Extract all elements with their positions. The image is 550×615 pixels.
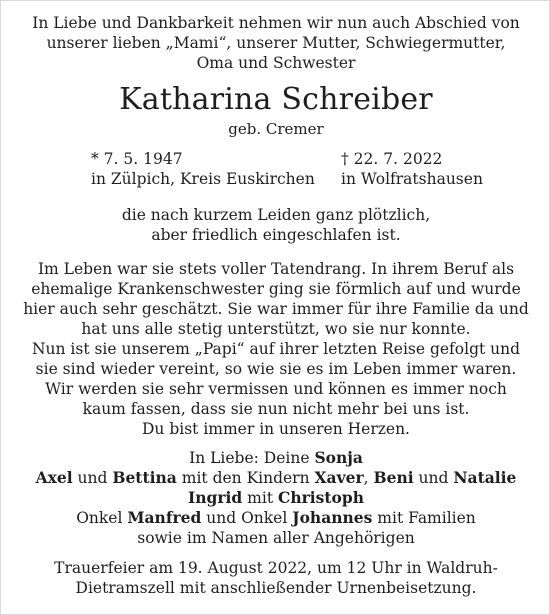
mourners-list (1, 448, 550, 548)
mourners-text: und (72, 469, 113, 487)
tribute-line: hier auch sehr geschätzt. Sie war immer für ihre Familie da und (23, 300, 529, 318)
intro-text (1, 13, 550, 73)
mourners-text: In Liebe: Deine (189, 449, 315, 467)
service-line: Dietramszell mit anschließender Urnenbeisetzung. (75, 579, 477, 597)
mourners-line (1, 468, 550, 488)
birth-date: * 7. 5. 1947 (91, 150, 183, 168)
tribute-line: kaum fassen, dass sie nun nicht mehr bei uns ist. (82, 400, 470, 418)
mourner-name: Bettina (112, 468, 177, 487)
mourner-name: Beni (373, 468, 414, 487)
death-date: † 22. 7. 2022 (341, 150, 443, 168)
tribute-line: ehemalige Krankenschwester ging sie förmlich auf und wurde (31, 280, 521, 298)
tribute-line: Im Leben war sie stets voller Tatendrang. In ihrem Beruf als (37, 260, 515, 278)
mourner-name: Sonja (314, 448, 363, 467)
passing-line: die nach kurzem Leiden ganz plötzlich, (121, 206, 431, 224)
passing-line: aber friedlich eingeschlafen ist. (151, 226, 401, 244)
mourners-line (1, 448, 550, 468)
mourner-name: Christoph (278, 488, 364, 507)
tribute-line: Nun ist sie unserem „Papi“ auf ihrer letzten Reise gefolgt und (31, 340, 521, 358)
mourners-text: mit Familien (372, 509, 476, 527)
birth-place: in Zülpich, Kreis Euskirchen (91, 170, 315, 188)
maiden-name: geb. Cremer (228, 120, 324, 138)
mourners-line: sowie im Namen aller Angehörigen (137, 529, 415, 547)
deceased-name: Katharina Schreiber (119, 82, 433, 117)
mourners-text: mit (242, 489, 278, 507)
mourner-name: Xaver (314, 468, 364, 487)
mourner-name: Axel (35, 468, 73, 487)
tribute-line: Wir werden sie sehr vermissen und können es immer noch (45, 380, 507, 398)
intro-line: unserer lieben „Mami“, unserer Mutter, Schwiegermutter, (46, 34, 506, 52)
mourner-name: Natalie (453, 468, 517, 487)
service-info (1, 558, 550, 598)
death-place: in Wolfratshausen (341, 170, 483, 188)
birth-info (91, 149, 315, 189)
mourners-line (1, 488, 550, 508)
intro-line: In Liebe und Dankbarkeit nehmen wir nun auch Abschied von (32, 14, 520, 32)
tribute-line: Du bist immer in unseren Herzen. (142, 420, 410, 438)
mourners-text: mit den Kindern (176, 469, 315, 487)
mourners-line (1, 508, 550, 528)
death-info (341, 149, 483, 189)
intro-line: Oma und Schwester (196, 54, 356, 72)
mourners-text: , (363, 469, 374, 487)
passing-text (1, 205, 550, 245)
mourners-text: Onkel (76, 509, 128, 527)
mourner-name: Johannes (292, 508, 373, 527)
service-line: Trauerfeier am 19. August 2022, um 12 Uhr in Waldruh- (54, 559, 498, 577)
mourner-name: Ingrid (188, 488, 243, 507)
tribute-line: hat uns alle stetig unterstützt, wo sie nur konnte. (81, 320, 471, 338)
mourners-text: und (413, 469, 454, 487)
tribute-text (1, 259, 550, 439)
tribute-line: sie sind wieder vereint, so wie sie es im Leben immer waren. (35, 360, 517, 378)
mourners-text: und Onkel (201, 509, 293, 527)
mourner-name: Manfred (127, 508, 202, 527)
